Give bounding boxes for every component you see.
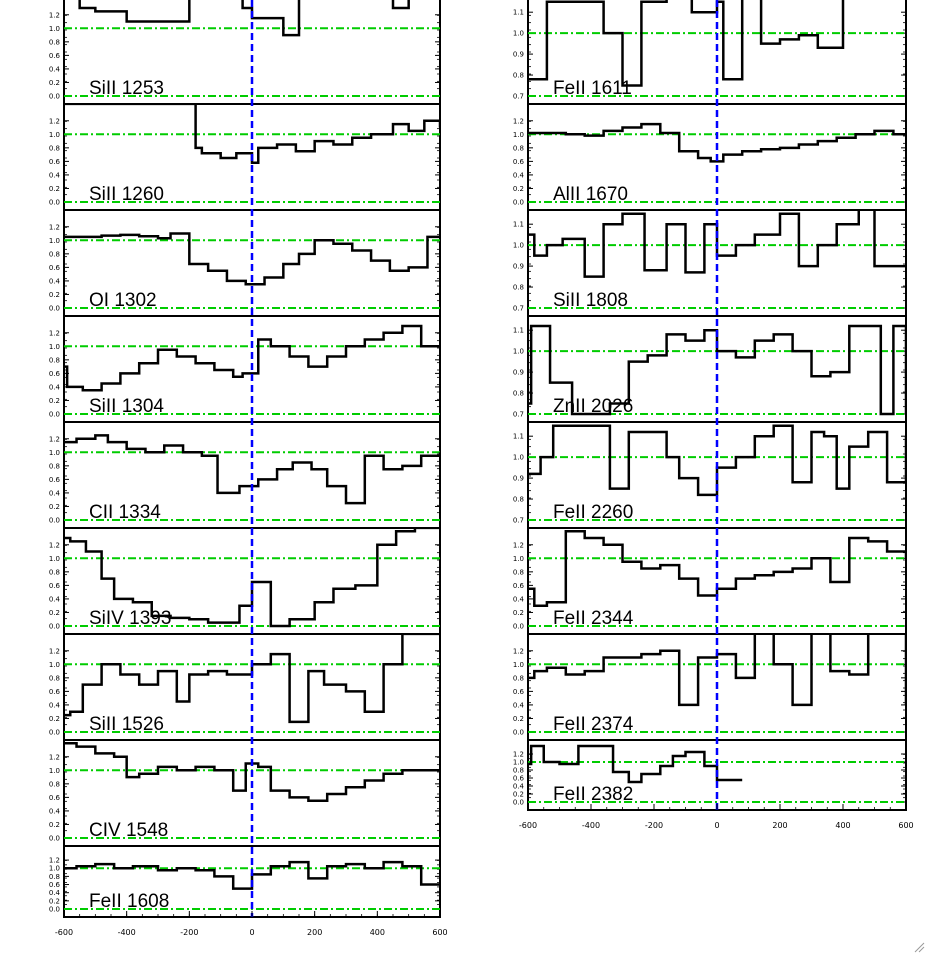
y-tick-label: 0.2 <box>512 714 524 723</box>
y-tick-label: 1.2 <box>48 541 60 550</box>
panel <box>49 316 440 422</box>
y-tick-label: 0.0 <box>512 622 524 631</box>
y-tick-label: 0.4 <box>48 277 60 286</box>
y-tick-label: 0.8 <box>48 780 60 789</box>
y-tick-label: 1.1 <box>512 326 524 335</box>
ion-label: SiII 1526 <box>89 714 164 735</box>
y-tick-label: 0.7 <box>512 410 524 419</box>
y-tick-label: 0.4 <box>48 807 60 816</box>
panel <box>49 104 440 210</box>
y-tick-label: 0.7 <box>512 516 524 525</box>
panel <box>49 0 440 104</box>
ion-label: SiIV 1393 <box>89 608 172 629</box>
y-tick-label: 1.0 <box>512 660 524 669</box>
y-tick-label: 0.4 <box>512 782 524 791</box>
panel <box>513 316 906 422</box>
ion-label: SiII 1808 <box>553 290 628 311</box>
y-tick-label: 1.2 <box>48 329 60 338</box>
y-tick-label: 0.6 <box>48 581 60 590</box>
y-tick-label: 0.6 <box>512 157 524 166</box>
y-tick-label: 0.9 <box>512 262 524 271</box>
y-tick-label: 0.6 <box>48 157 60 166</box>
x-tick-label: 600 <box>898 821 914 830</box>
y-tick-label: 0.8 <box>512 283 524 292</box>
y-tick-label: 0.8 <box>48 462 60 471</box>
y-tick-label: 0.2 <box>48 897 60 906</box>
x-tick-label: 400 <box>835 821 851 830</box>
y-tick-label: 0.6 <box>512 687 524 696</box>
x-tick-label: 400 <box>369 928 385 937</box>
y-tick-label: 1.0 <box>512 347 524 356</box>
y-tick-label: 1.2 <box>512 117 524 126</box>
ion-label: FeII 2374 <box>553 714 634 735</box>
y-tick-label: 0.4 <box>48 889 60 898</box>
y-tick-label: 0.6 <box>48 881 60 890</box>
y-tick-label: 1.1 <box>512 8 524 17</box>
flux-step-line <box>528 746 742 782</box>
y-tick-label: 0.6 <box>48 51 60 60</box>
y-tick-label: 0.8 <box>512 674 524 683</box>
y-tick-label: 1.0 <box>512 29 524 38</box>
y-tick-label: 0.8 <box>512 389 524 398</box>
y-tick-label: 0.2 <box>48 184 60 193</box>
x-tick-label: 0 <box>249 928 255 937</box>
y-tick-label: 0.9 <box>512 50 524 59</box>
panel <box>49 740 440 846</box>
x-tick-label: -400 <box>581 821 601 830</box>
y-tick-label: 0.6 <box>512 581 524 590</box>
y-tick-label: 0.6 <box>48 263 60 272</box>
y-tick-label: 0.6 <box>48 793 60 802</box>
y-tick-label: 0.6 <box>48 369 60 378</box>
y-tick-label: 0.0 <box>48 92 60 101</box>
y-tick-label: 0.2 <box>48 714 60 723</box>
y-tick-label: 1.0 <box>48 236 60 245</box>
y-tick-label: 0.0 <box>48 304 60 313</box>
y-tick-label: 1.2 <box>48 435 60 444</box>
ion-label: CIV 1548 <box>89 820 169 841</box>
y-tick-label: 0.0 <box>512 728 524 737</box>
ion-label: ZnII 2026 <box>553 396 634 417</box>
y-tick-label: 1.0 <box>512 453 524 462</box>
y-tick-label: 1.2 <box>48 856 60 865</box>
y-tick-label: 1.0 <box>512 554 524 563</box>
resize-grip-icon[interactable] <box>913 941 925 953</box>
x-tick-label: 200 <box>307 928 323 937</box>
y-tick-label: 0.2 <box>48 608 60 617</box>
y-tick-label: 1.0 <box>48 864 60 873</box>
ion-label: SiII 1260 <box>89 184 164 205</box>
y-tick-label: 0.8 <box>48 356 60 365</box>
y-tick-label: 0.7 <box>512 304 524 313</box>
y-tick-label: 0.2 <box>48 396 60 405</box>
y-tick-label: 0.2 <box>512 608 524 617</box>
y-tick-label: 1.2 <box>48 753 60 762</box>
y-tick-label: 1.0 <box>512 241 524 250</box>
y-tick-label: 0.6 <box>48 687 60 696</box>
ion-label: OI 1302 <box>89 290 157 311</box>
ion-label: SiII 1304 <box>89 396 164 417</box>
x-tick-label: -600 <box>518 821 538 830</box>
y-tick-label: 0.6 <box>512 774 524 783</box>
panel <box>49 210 440 316</box>
x-tick-label: -200 <box>180 928 199 937</box>
panel <box>513 203 906 316</box>
x-tick-label: -400 <box>117 928 136 937</box>
y-tick-label: 0.0 <box>48 410 60 419</box>
y-tick-label: 0.2 <box>48 502 60 511</box>
y-tick-label: 1.0 <box>48 130 60 139</box>
y-tick-label: 0.8 <box>48 872 60 881</box>
x-tick-label: -200 <box>644 821 664 830</box>
panel <box>49 422 440 528</box>
y-tick-label: 0.8 <box>512 568 524 577</box>
y-tick-label: 1.2 <box>48 647 60 656</box>
y-tick-label: 0.8 <box>48 568 60 577</box>
y-tick-label: 0.2 <box>48 820 60 829</box>
y-tick-label: 1.2 <box>48 223 60 232</box>
x-tick-label: 0 <box>714 821 720 830</box>
column-2 <box>513 0 914 830</box>
y-tick-label: 0.0 <box>48 728 60 737</box>
y-tick-label: 0.2 <box>512 790 524 799</box>
y-tick-label: 0.4 <box>512 171 524 180</box>
y-tick-label: 1.1 <box>512 220 524 229</box>
y-tick-label: 1.0 <box>48 342 60 351</box>
y-tick-label: 1.2 <box>512 541 524 550</box>
y-tick-label: 0.8 <box>512 766 524 775</box>
panel <box>49 528 440 634</box>
panel <box>513 422 906 528</box>
y-tick-label: 0.0 <box>48 516 60 525</box>
y-tick-label: 0.8 <box>512 495 524 504</box>
y-tick-label: 1.0 <box>512 130 524 139</box>
ion-label: SiII 1253 <box>89 78 164 99</box>
y-tick-label: 1.2 <box>512 647 524 656</box>
ion-label: FeII 2382 <box>553 784 634 805</box>
y-tick-label: 0.0 <box>48 198 60 207</box>
y-tick-label: 0.0 <box>512 798 524 807</box>
y-tick-label: 1.0 <box>48 448 60 457</box>
y-tick-label: 1.2 <box>512 750 524 759</box>
column-1 <box>49 0 448 937</box>
y-tick-label: 1.0 <box>512 758 524 767</box>
panel <box>513 528 906 634</box>
y-tick-label: 0.2 <box>48 78 60 87</box>
panel <box>513 0 906 104</box>
y-tick-label: 1.0 <box>48 24 60 33</box>
y-tick-label: 0.0 <box>48 905 60 914</box>
y-tick-label: 1.2 <box>48 117 60 126</box>
y-tick-label: 1.0 <box>48 660 60 669</box>
y-tick-label: 0.4 <box>512 701 524 710</box>
y-tick-label: 1.0 <box>48 554 60 563</box>
ion-label: FeII 2260 <box>553 502 634 523</box>
y-tick-label: 0.6 <box>48 475 60 484</box>
y-tick-label: 1.2 <box>48 11 60 20</box>
ion-label: FeII 1611 <box>553 78 632 99</box>
panel <box>49 634 440 740</box>
x-tick-label: 200 <box>772 821 788 830</box>
y-tick-label: 0.9 <box>512 474 524 483</box>
y-tick-label: 0.2 <box>512 184 524 193</box>
y-tick-label: 0.4 <box>48 701 60 710</box>
y-tick-label: 0.4 <box>48 489 60 498</box>
x-tick-label: 600 <box>432 928 448 937</box>
y-tick-label: 0.8 <box>512 144 524 153</box>
y-tick-label: 0.7 <box>512 92 524 101</box>
y-tick-label: 0.4 <box>48 65 60 74</box>
ion-label: AlII 1670 <box>553 184 628 205</box>
y-tick-label: 0.8 <box>48 144 60 153</box>
y-tick-label: 0.4 <box>48 171 60 180</box>
y-tick-label: 1.0 <box>48 766 60 775</box>
y-tick-label: 1.1 <box>512 432 524 441</box>
panel <box>49 846 440 917</box>
panel <box>513 740 906 810</box>
y-tick-label: 0.4 <box>48 595 60 604</box>
ion-label: FeII 2344 <box>553 608 634 629</box>
y-tick-label: 0.0 <box>48 834 60 843</box>
ion-label: CII 1334 <box>89 502 161 523</box>
y-tick-label: 0.8 <box>512 71 524 80</box>
y-tick-label: 0.0 <box>48 622 60 631</box>
y-tick-label: 0.9 <box>512 368 524 377</box>
y-tick-label: 0.4 <box>512 595 524 604</box>
panel <box>513 630 906 740</box>
y-tick-label: 0.2 <box>48 290 60 299</box>
y-tick-label: 0.0 <box>512 198 524 207</box>
ion-label: FeII 1608 <box>89 891 170 912</box>
panel <box>513 104 906 210</box>
x-tick-label: -600 <box>54 928 74 937</box>
y-tick-label: 0.8 <box>48 38 60 47</box>
y-tick-label: 0.4 <box>48 383 60 392</box>
y-tick-label: 0.8 <box>48 250 60 259</box>
y-tick-label: 0.8 <box>48 674 60 683</box>
